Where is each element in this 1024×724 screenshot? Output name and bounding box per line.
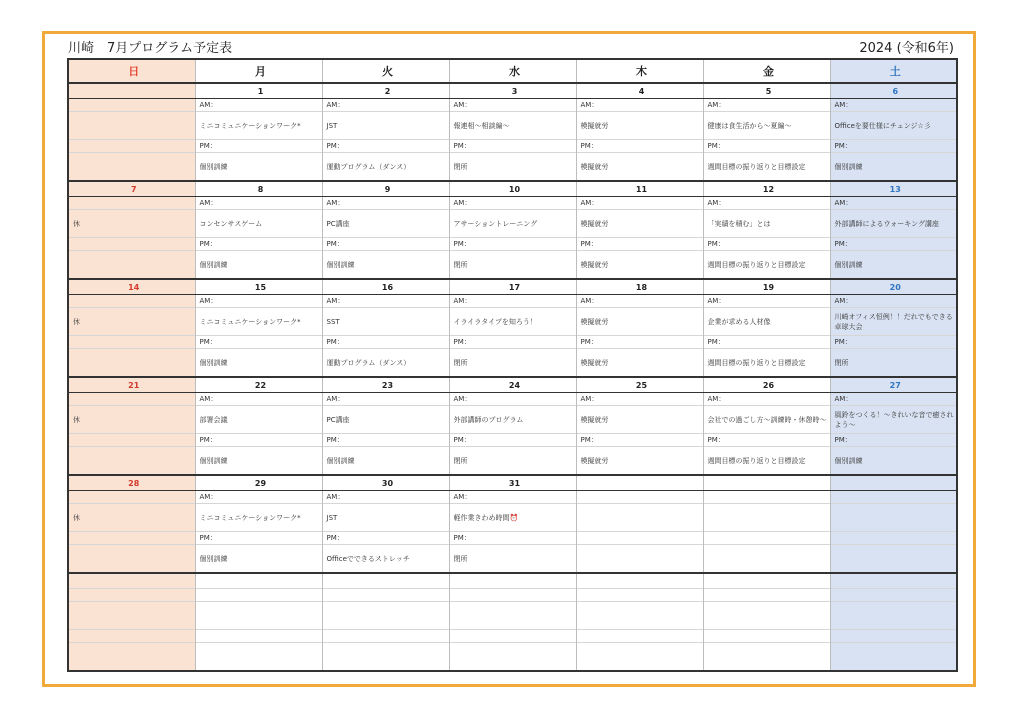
pm-program-mon: 個別訓練 [195, 349, 322, 378]
am-program-sat: 風鈴をつくる！〜きれいな音で癒されよう〜 [830, 406, 957, 434]
pm-program-tue: 個別訓練 [322, 251, 449, 280]
date-cell-sun: 14 [68, 279, 195, 295]
am-label-fri [703, 491, 830, 504]
am-content-row [68, 406, 957, 434]
am-program-tue: SST [322, 308, 449, 336]
pm-label-fri: PM： [703, 238, 830, 251]
pm-program-thu: 模擬就労 [576, 447, 703, 476]
pm-program-thu: 模擬就労 [576, 349, 703, 378]
date-cell-sun [68, 83, 195, 99]
date-cell-sat: 6 [830, 83, 957, 99]
empty-row [68, 630, 957, 643]
am-program-sun: 休 [68, 504, 195, 532]
date-cell-mon: 8 [195, 181, 322, 197]
am-label-row [68, 99, 957, 112]
pm-label-thu: PM： [576, 238, 703, 251]
pm-label-fri: PM： [703, 434, 830, 447]
pm-label-sun [68, 532, 195, 545]
am-label-tue: AM： [322, 393, 449, 406]
am-program-sun: 休 [68, 406, 195, 434]
pm-label-mon: PM： [195, 434, 322, 447]
date-cell-fri: 26 [703, 377, 830, 393]
date-cell-wed: 10 [449, 181, 576, 197]
pm-label-row [68, 336, 957, 349]
empty-cell-fri [703, 573, 830, 589]
date-cell-tue: 16 [322, 279, 449, 295]
am-program-mon: コンセンサスゲーム [195, 210, 322, 238]
pm-label-row [68, 532, 957, 545]
am-label-sat: AM： [830, 295, 957, 308]
am-program-sat: 川崎オフィス恒例！！だれでもできる卓球大会 [830, 308, 957, 336]
empty-cell-thu [576, 589, 703, 602]
am-label-sat: AM： [830, 393, 957, 406]
pm-program-wed: 閉所 [449, 349, 576, 378]
date-cell-fri: 19 [703, 279, 830, 295]
pm-content-row [68, 447, 957, 476]
am-label-tue: AM： [322, 197, 449, 210]
empty-cell-thu [576, 602, 703, 630]
pm-label-mon: PM： [195, 238, 322, 251]
pm-program-wed: 閉所 [449, 251, 576, 280]
am-label-sat: AM： [830, 197, 957, 210]
pm-program-sun [68, 447, 195, 476]
pm-content-row [68, 251, 957, 280]
am-label-sat: AM： [830, 99, 957, 112]
am-label-tue: AM： [322, 295, 449, 308]
pm-program-mon: 個別訓練 [195, 447, 322, 476]
date-row [68, 83, 957, 99]
empty-cell-tue [322, 643, 449, 672]
pm-label-tue: PM： [322, 532, 449, 545]
pm-program-wed: 閉所 [449, 153, 576, 182]
weekday-tue: 火 [322, 59, 449, 83]
empty-cell-wed [449, 602, 576, 630]
empty-cell-thu [576, 573, 703, 589]
date-cell-fri [703, 475, 830, 491]
empty-cell-tue [322, 630, 449, 643]
am-program-tue: PC講座 [322, 210, 449, 238]
pm-program-mon: 個別訓練 [195, 153, 322, 182]
am-label-thu [576, 491, 703, 504]
year-label: 2024 (令和6年) [859, 41, 954, 56]
pm-label-tue: PM： [322, 140, 449, 153]
am-program-fri: 健康は食生活から〜夏編〜 [703, 112, 830, 140]
am-program-fri [703, 504, 830, 532]
am-program-wed: イライラタイプを知ろう！ [449, 308, 576, 336]
pm-label-row [68, 434, 957, 447]
empty-cell-tue [322, 602, 449, 630]
weekday-header-row [68, 59, 957, 83]
page-title: 川崎 7月プログラム予定表 [68, 41, 233, 56]
am-label-thu: AM： [576, 197, 703, 210]
pm-label-sat [830, 532, 957, 545]
schedule-table [67, 58, 958, 672]
empty-cell-sun [68, 602, 195, 630]
date-row [68, 475, 957, 491]
empty-cell-sat [830, 602, 957, 630]
pm-label-fri [703, 532, 830, 545]
pm-program-tue: Officeでできるストレッチ [322, 545, 449, 574]
pm-program-sun [68, 349, 195, 378]
am-label-wed: AM： [449, 393, 576, 406]
pm-label-sat: PM： [830, 336, 957, 349]
pm-program-sun [68, 545, 195, 574]
empty-cell-sun [68, 573, 195, 589]
pm-label-wed: PM： [449, 434, 576, 447]
date-cell-wed: 3 [449, 83, 576, 99]
pm-program-fri: 週間目標の振り返りと目標設定 [703, 153, 830, 182]
pm-program-sat [830, 545, 957, 574]
empty-cell-thu [576, 630, 703, 643]
date-cell-wed: 17 [449, 279, 576, 295]
date-cell-sat: 13 [830, 181, 957, 197]
pm-program-sun [68, 251, 195, 280]
am-label-wed: AM： [449, 295, 576, 308]
pm-label-wed: PM： [449, 238, 576, 251]
pm-label-wed: PM： [449, 336, 576, 349]
pm-program-mon: 個別訓練 [195, 545, 322, 574]
am-label-sun [68, 491, 195, 504]
empty-cell-mon [195, 630, 322, 643]
weekday-wed: 水 [449, 59, 576, 83]
pm-label-row [68, 238, 957, 251]
pm-label-mon: PM： [195, 532, 322, 545]
pm-program-sat: 閉所 [830, 349, 957, 378]
am-program-sat: Officeを要仕様にチェンジ☆彡 [830, 112, 957, 140]
am-label-fri: AM： [703, 99, 830, 112]
am-label-thu: AM： [576, 295, 703, 308]
empty-cell-wed [449, 589, 576, 602]
am-label-sun [68, 393, 195, 406]
pm-label-thu [576, 532, 703, 545]
empty-cell-sat [830, 589, 957, 602]
empty-cell-sat [830, 643, 957, 672]
date-cell-tue: 23 [322, 377, 449, 393]
date-cell-tue: 2 [322, 83, 449, 99]
date-row [68, 377, 957, 393]
pm-label-thu: PM： [576, 336, 703, 349]
pm-program-wed: 閉所 [449, 447, 576, 476]
pm-label-wed: PM： [449, 532, 576, 545]
date-cell-thu: 25 [576, 377, 703, 393]
pm-content-row [68, 153, 957, 182]
pm-label-sun [68, 238, 195, 251]
am-label-mon: AM： [195, 295, 322, 308]
date-cell-sun: 28 [68, 475, 195, 491]
am-label-tue: AM： [322, 491, 449, 504]
pm-label-sat: PM： [830, 434, 957, 447]
pm-program-thu: 模擬就労 [576, 251, 703, 280]
am-label-fri: AM： [703, 197, 830, 210]
pm-label-tue: PM： [322, 238, 449, 251]
am-program-sat: 外部講師によるウォーキング講座 [830, 210, 957, 238]
am-content-row [68, 308, 957, 336]
pm-program-thu: 模擬就労 [576, 153, 703, 182]
am-program-mon: ミニコミュニケーションワーク* [195, 308, 322, 336]
pm-label-row [68, 140, 957, 153]
am-program-wed: 報連相〜相談編〜 [449, 112, 576, 140]
date-cell-thu: 18 [576, 279, 703, 295]
am-label-mon: AM： [195, 393, 322, 406]
empty-cell-wed [449, 643, 576, 672]
am-program-fri: 「実績を積む」とは [703, 210, 830, 238]
am-program-wed: アサーショントレーニング [449, 210, 576, 238]
date-cell-tue: 30 [322, 475, 449, 491]
am-program-thu: 模擬就労 [576, 308, 703, 336]
empty-cell-tue [322, 573, 449, 589]
am-label-row [68, 197, 957, 210]
empty-cell-mon [195, 643, 322, 672]
pm-label-thu: PM： [576, 140, 703, 153]
empty-cell-thu [576, 643, 703, 672]
am-program-wed: 外部講師のプログラム [449, 406, 576, 434]
am-label-sun [68, 295, 195, 308]
pm-program-sat: 個別訓練 [830, 153, 957, 182]
weekday-mon: 月 [195, 59, 322, 83]
pm-label-mon: PM： [195, 336, 322, 349]
date-cell-tue: 9 [322, 181, 449, 197]
am-program-fri: 会社での過ごし方〜訓練時・休憩時〜 [703, 406, 830, 434]
empty-cell-sun [68, 643, 195, 672]
pm-program-thu [576, 545, 703, 574]
pm-program-mon: 個別訓練 [195, 251, 322, 280]
date-row [68, 181, 957, 197]
am-label-sat [830, 491, 957, 504]
pm-program-fri: 週間目標の振り返りと目標設定 [703, 349, 830, 378]
empty-cell-fri [703, 630, 830, 643]
pm-label-fri: PM： [703, 336, 830, 349]
am-program-tue: PC講座 [322, 406, 449, 434]
empty-cell-fri [703, 589, 830, 602]
am-program-sat [830, 504, 957, 532]
empty-cell-wed [449, 630, 576, 643]
empty-cell-sun [68, 589, 195, 602]
pm-label-tue: PM： [322, 336, 449, 349]
am-label-wed: AM： [449, 491, 576, 504]
date-cell-sat [830, 475, 957, 491]
am-label-row [68, 491, 957, 504]
am-program-sun: 休 [68, 308, 195, 336]
am-label-thu: AM： [576, 393, 703, 406]
am-label-row [68, 393, 957, 406]
weekday-sat: 土 [830, 59, 957, 83]
empty-cell-sat [830, 573, 957, 589]
pm-content-row [68, 349, 957, 378]
am-label-row [68, 295, 957, 308]
date-row [68, 279, 957, 295]
am-label-wed: AM： [449, 197, 576, 210]
date-cell-thu: 4 [576, 83, 703, 99]
pm-label-fri: PM： [703, 140, 830, 153]
am-label-tue: AM： [322, 99, 449, 112]
date-cell-fri: 12 [703, 181, 830, 197]
am-program-tue: JST [322, 504, 449, 532]
am-label-wed: AM： [449, 99, 576, 112]
pm-label-wed: PM： [449, 140, 576, 153]
weekday-fri: 金 [703, 59, 830, 83]
am-label-fri: AM： [703, 393, 830, 406]
pm-label-sat: PM： [830, 238, 957, 251]
weekday-sun: 日 [68, 59, 195, 83]
empty-cell-mon [195, 573, 322, 589]
empty-cell-wed [449, 573, 576, 589]
empty-cell-mon [195, 602, 322, 630]
pm-program-fri: 週間目標の振り返りと目標設定 [703, 251, 830, 280]
am-program-mon: ミニコミュニケーションワーク* [195, 112, 322, 140]
empty-row [68, 643, 957, 672]
am-program-fri: 企業が求める人材像 [703, 308, 830, 336]
pm-program-sat: 個別訓練 [830, 447, 957, 476]
am-program-thu: 模擬就労 [576, 210, 703, 238]
pm-program-sun [68, 153, 195, 182]
date-cell-thu [576, 475, 703, 491]
am-program-thu: 模擬就労 [576, 406, 703, 434]
date-cell-sun: 7 [68, 181, 195, 197]
am-label-mon: AM： [195, 99, 322, 112]
date-cell-sat: 27 [830, 377, 957, 393]
pm-content-row [68, 545, 957, 574]
pm-program-sat: 個別訓練 [830, 251, 957, 280]
am-label-thu: AM： [576, 99, 703, 112]
pm-program-fri [703, 545, 830, 574]
pm-program-fri: 週間目標の振り返りと目標設定 [703, 447, 830, 476]
am-label-mon: AM： [195, 491, 322, 504]
am-program-tue: JST [322, 112, 449, 140]
date-cell-sun: 21 [68, 377, 195, 393]
empty-cell-mon [195, 589, 322, 602]
pm-program-tue: 個別訓練 [322, 447, 449, 476]
empty-cell-tue [322, 589, 449, 602]
pm-label-sun [68, 434, 195, 447]
am-label-sun [68, 99, 195, 112]
pm-label-thu: PM： [576, 434, 703, 447]
empty-row [68, 589, 957, 602]
am-content-row [68, 504, 957, 532]
empty-row [68, 602, 957, 630]
pm-label-sun [68, 336, 195, 349]
date-cell-wed: 24 [449, 377, 576, 393]
pm-label-tue: PM： [322, 434, 449, 447]
am-program-mon: 部署会議 [195, 406, 322, 434]
date-cell-sat: 20 [830, 279, 957, 295]
pm-program-wed: 閉所 [449, 545, 576, 574]
am-label-mon: AM： [195, 197, 322, 210]
pm-program-tue: 運動プログラム（ダンス） [322, 349, 449, 378]
am-content-row [68, 112, 957, 140]
empty-row [68, 573, 957, 589]
am-program-thu: 模擬就労 [576, 112, 703, 140]
pm-label-sat: PM： [830, 140, 957, 153]
am-program-wed: 軽作業きわめ時間⏰ [449, 504, 576, 532]
date-cell-mon: 29 [195, 475, 322, 491]
empty-cell-sun [68, 630, 195, 643]
am-program-mon: ミニコミュニケーションワーク* [195, 504, 322, 532]
am-label-fri: AM： [703, 295, 830, 308]
pm-label-sun [68, 140, 195, 153]
date-cell-mon: 15 [195, 279, 322, 295]
empty-cell-fri [703, 643, 830, 672]
date-cell-mon: 22 [195, 377, 322, 393]
date-cell-wed: 31 [449, 475, 576, 491]
pm-program-tue: 運動プログラム（ダンス） [322, 153, 449, 182]
am-program-sun: 休 [68, 210, 195, 238]
am-label-sun [68, 197, 195, 210]
empty-cell-sat [830, 630, 957, 643]
am-program-thu [576, 504, 703, 532]
date-cell-fri: 5 [703, 83, 830, 99]
am-program-sun [68, 112, 195, 140]
pm-label-mon: PM： [195, 140, 322, 153]
empty-cell-fri [703, 602, 830, 630]
date-cell-mon: 1 [195, 83, 322, 99]
am-content-row [68, 210, 957, 238]
weekday-thu: 木 [576, 59, 703, 83]
date-cell-thu: 11 [576, 181, 703, 197]
